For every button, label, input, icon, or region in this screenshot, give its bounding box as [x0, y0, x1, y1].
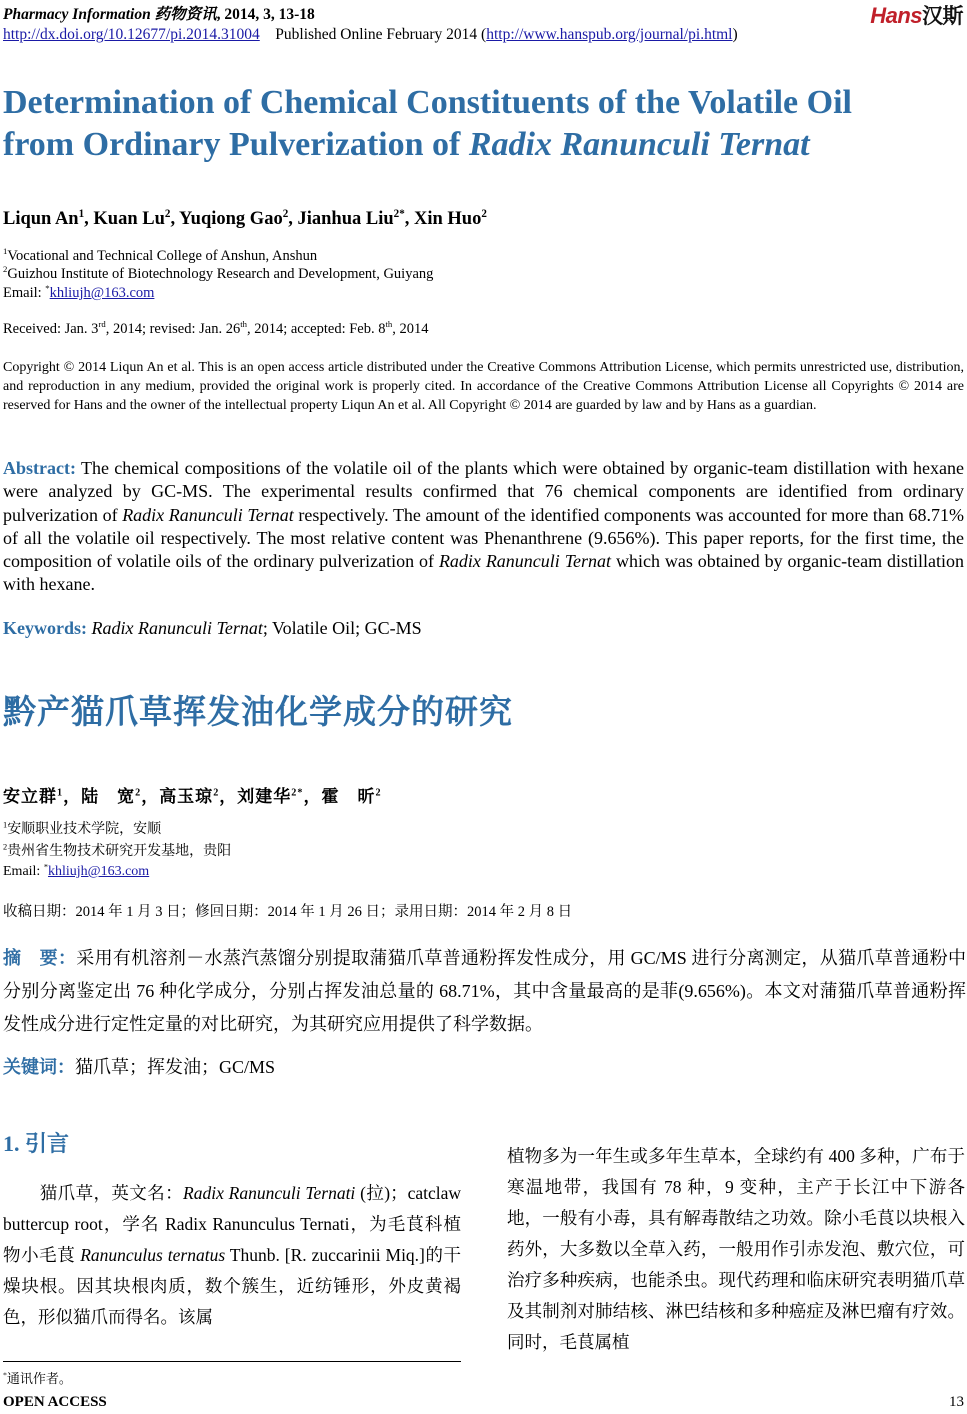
author-sep: ,: [84, 209, 94, 229]
body-italic: Radix Ranunculi Ternati: [183, 1183, 356, 1203]
cn-keywords-label: 关键词：: [3, 1057, 75, 1077]
page-number: 13: [949, 1394, 964, 1410]
received-tail: , 2014: [392, 321, 429, 337]
author: Liqun An: [3, 209, 79, 229]
received-dates: [3, 320, 429, 338]
abstract-label: Abstract:: [3, 458, 76, 478]
journal-name: Pharmacy Information 药物资讯: [3, 6, 217, 23]
email-line: [3, 284, 154, 302]
author-sup: 2: [282, 207, 289, 220]
cn-author-sep: ，: [141, 787, 160, 806]
cn-author: 陆 宽: [81, 787, 136, 806]
footnote-star: *: [3, 1370, 7, 1380]
author-sep: ,: [170, 209, 180, 229]
cn-paper-title: 黔产猫爪草挥发油化学成分的研究: [3, 692, 513, 731]
author: Xin Huo: [414, 209, 482, 229]
cn-abstract-label: 摘 要：: [3, 948, 77, 968]
doi-link[interactable]: http://dx.doi.org/10.12677/pi.2014.31004: [3, 26, 260, 43]
logo-cn: 汉斯: [922, 5, 963, 28]
cn-aff-text: 安顺职业技术学院，安顺: [7, 822, 162, 837]
cn-author: 安立群: [3, 787, 57, 806]
body-text: Thunb. [R. zuccarinii Miq.]的干燥块根。因其块根肉质，数个簇生，近纺锤形，外皮黄褐色，形似猫爪而得名。该属: [3, 1245, 462, 1327]
aff-text: Vocational and Technical College of Anshun, Anshun: [7, 248, 318, 264]
received-label: Received: Jan. 3: [3, 321, 99, 337]
header-links: [3, 26, 738, 44]
affiliation-1: [3, 247, 317, 265]
footnote: [3, 1368, 72, 1387]
author-sep: ,: [404, 209, 414, 229]
author: Yuqiong Gao: [179, 209, 283, 229]
cn-author-sep: ，: [303, 787, 322, 806]
cn-author-sep: ，: [63, 787, 82, 806]
footnote-text: 通讯作者。: [6, 1371, 72, 1386]
cn-email-label: Email:: [3, 864, 44, 879]
body-text: (拉)；catclaw buttercup root，学名 Radix Ranunculus Ternati，为毛茛科植物小毛茛: [3, 1183, 462, 1265]
cn-author-sep: ，: [219, 787, 238, 806]
keyword-italic: Radix Ranunculi Ternat: [91, 618, 263, 638]
author: Jianhua Liu: [297, 209, 394, 229]
title-line-2-plain: from Ordinary Pulverization of: [3, 126, 469, 163]
published-close: ): [732, 26, 738, 43]
received-sup: rd: [98, 319, 106, 330]
open-access-label: OPEN ACCESS: [3, 1394, 107, 1410]
cn-author-sup: 2: [135, 787, 142, 799]
cn-email-link[interactable]: khliujh@163.com: [48, 864, 150, 879]
cn-keywords-text: 猫爪草；挥发油；GC/MS: [75, 1057, 276, 1077]
cn-keywords: [3, 1053, 275, 1079]
abstract-italic: Radix Ranunculi Ternat: [438, 551, 612, 572]
accepted-label: , 2014; accepted: Feb. 8: [246, 321, 386, 337]
section-heading: 1. 引言: [3, 1131, 70, 1156]
cn-author-sup: 2*: [291, 787, 304, 799]
cn-author: 霍 昕: [321, 787, 376, 806]
body-text: 猫爪草，英文名：: [39, 1183, 184, 1203]
cn-email-line: [3, 862, 149, 882]
revised-sup: th: [240, 319, 247, 330]
cn-aff-sup: 2: [3, 842, 8, 852]
keywords-label: Keywords:: [3, 618, 87, 638]
journal-issue: , 2014, 3, 13-18: [216, 6, 315, 23]
cn-author-list: [3, 782, 382, 807]
cn-abstract: [3, 942, 966, 1041]
abstract-text: respectively. The amount of the identified components was accounted for more than 68.71% of all the volatile oil respectively. The most relative content was Phenanthrene (9.656%). This paper reports, for the first time, the composition of volatile oils of the ordinary pulverization of: [3, 504, 965, 572]
author-sup: 2: [481, 207, 487, 220]
keywords-rest: ; Volatile Oil; GC-MS: [262, 618, 422, 638]
journal-link[interactable]: http://www.hanspub.org/journal/pi.html: [486, 26, 733, 43]
title-line-2: [3, 124, 963, 166]
body-column-right: 植物多为一年生或多年生草本，全球约有 400 多种，广布于寒温地带，我国有 78 种，9 变种，主产于长江中下游各地，一般有小毒，具有解毒散结之功效。除小毛茛以块根入药外，大多数以全草入药，一般用作引赤发泡、敷穴位，可治疗多种疾病，也能杀虫。现代药理和临床研究表明猫爪草及其制剂对肺结核、淋巴结核和多种癌症及淋巴瘤有疗效。同时，毛茛属植: [507, 1146, 965, 1352]
email-label: Email:: [3, 285, 46, 301]
published-text: Published Online February 2014 (: [275, 26, 487, 43]
revised-label: , 2014; revised: Jan. 26: [105, 321, 241, 337]
cn-email-star: *: [43, 862, 49, 872]
cn-affiliation-2: [3, 842, 231, 862]
author-list: [3, 209, 487, 230]
cn-aff-text: 贵州省生物技术研究开发基地，贵阳: [7, 844, 232, 859]
title-line-2-italic: Radix Ranunculi Ternat: [468, 126, 810, 163]
cn-author-sup: 2: [213, 787, 220, 799]
aff-text: Guizhou Institute of Biotechnology Research and Development, Guiyang: [7, 266, 434, 282]
journal-header: [3, 2, 315, 24]
title-line-1: Determination of Chemical Constituents of the Volatile Oil: [3, 84, 852, 121]
cn-affiliation-1: [3, 820, 161, 840]
cn-author-sup: 1: [57, 787, 64, 799]
aff-sup: 1: [3, 246, 8, 257]
copyright-notice: Copyright © 2014 Liqun An et al. This is an open access article distributed under the Creative Commons Attribution License, which permits unrestricted use, distribution, and reproduction in any medium, provided the original work is properly cited. In accordance of the Creative Commons Attribution License all Copyrights © 2014 are reserved for Hans and the owner of the intellectual property Liqun An et al. All Copyright © 2014 are guarded by law and by Hans as a guardian.: [3, 360, 964, 413]
abstract-text: The chemical compositions of the volatile oil of the plants which were obtained by organic-team distillation with hexane were analyzed by GC-MS. The experimental results confirmed that 76 chemical components are identified from ordinary pulverization of: [3, 458, 964, 525]
email-link[interactable]: khliujh@163.com: [49, 285, 155, 301]
cn-dates: 收稿日期：2014 年 1 月 3 日；修回日期：2014 年 1 月 26 日；录用日期：2014 年 2 月 8 日: [3, 904, 573, 920]
author: Kuan Lu: [93, 209, 165, 229]
email-star: *: [45, 283, 50, 294]
cn-abstract-text: 采用有机溶剂－水蒸汽蒸馏分别提取蒲猫爪草普通粉挥发性成分，用 GC/MS 进行分离测定，从猫爪草普通粉中分别分离鉴定出 76 种化学成分，分别占挥发油总量的 68.71%，其中含量最高的是菲(9.656%)。本文对蒲猫爪草普通粉挥发性成分进行定性定量的对比研究，为其研究应用提供了科学数据。: [3, 948, 966, 1034]
aff-sup: 2: [3, 264, 8, 275]
accepted-sup: th: [385, 319, 393, 330]
logo-text: Hans: [870, 3, 922, 28]
author-sep: ,: [288, 209, 298, 229]
author-sup: 2: [164, 207, 171, 220]
hans-logo: [870, 0, 963, 30]
keywords: [3, 618, 422, 639]
footnote-divider: [3, 1361, 461, 1362]
abstract-text: which was obtained by organic-team distillation with hexane.: [3, 551, 965, 595]
abstract: [3, 457, 964, 597]
abstract-italic: Radix Ranunculi Ternat: [122, 504, 294, 525]
cn-author-sup: 2: [375, 787, 382, 799]
cn-author: 刘建华: [237, 787, 292, 806]
cn-author: 高玉琼: [159, 787, 214, 806]
paper-title: [3, 82, 963, 166]
affiliation-2: [3, 265, 433, 283]
body-italic: Ranunculus ternatus: [80, 1245, 226, 1265]
author-sup: 2*: [393, 207, 405, 220]
body-column-left: [3, 1178, 461, 1333]
author-sup: 1: [78, 207, 85, 220]
cn-aff-sup: 1: [3, 820, 8, 830]
